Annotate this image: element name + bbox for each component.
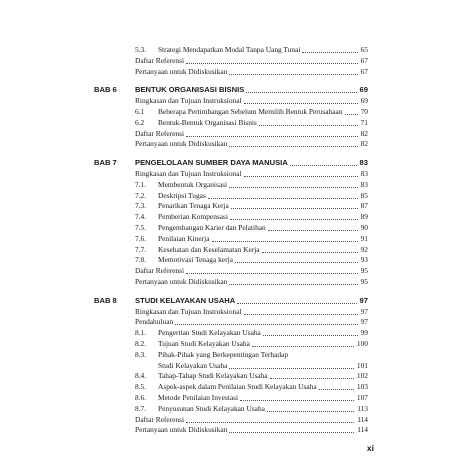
toc-entry [0,317,474,327]
toc-entry [0,223,474,233]
entry-page-number: 92 [360,244,368,254]
chapter-heading [0,158,474,168]
entry-title: Pertanyaan untuk Didiskusikan [135,277,228,286]
entry-number: 7.2. [135,190,147,200]
entry-number: 6.2 [135,117,145,127]
dot-leader [302,52,358,53]
entry-number: 8.7. [135,403,147,413]
entry-page-number: 95 [360,277,368,286]
entry-title: Pertanyaan untuk Didiskusikan [135,425,228,435]
dot-leader [186,422,354,423]
entry-page-number: 83 [360,169,368,178]
entry-page-number: 89 [360,212,368,222]
entry-page-number: 97 [360,317,368,327]
entry-title: Daftar Referensi [135,128,185,138]
dot-leader [345,114,358,115]
dot-leader [235,262,358,263]
dot-leader [263,335,358,336]
dot-leader [230,219,358,220]
dot-leader [229,74,358,75]
dot-leader [229,432,354,433]
toc-entry [0,339,474,349]
entry-title: Pemberian Kompensasi [158,212,228,222]
chapter-page-number: 69 [359,85,368,95]
toc-entry [0,266,474,276]
entry-page-number: 87 [360,201,368,211]
entry-page-number: 95 [360,266,368,276]
entry-title: Daftar Referensi [135,414,185,424]
entry-number: 8.2. [135,339,147,348]
dot-leader [212,241,358,242]
entry-page-number: 114 [357,414,368,424]
chapter-page-number: 83 [359,158,368,168]
toc-entry [0,129,474,139]
chapter-heading [0,296,474,306]
dot-leader [229,368,354,369]
entry-title: Pihak-Pihak yang Berkepentingan Terhadap [158,349,289,359]
entry-title: Deskripsi Tugas [158,190,206,200]
toc-entry [0,277,474,287]
entry-title: Aspek-aspek dalam Penilaian Studi Kelayakan Usaha [158,382,317,392]
toc-entry [0,107,474,117]
entry-title: Tahap-Tahap Studi Kelayakan Usaha [158,371,268,381]
dot-leader [175,324,358,325]
entry-page-number: 102 [356,371,368,381]
entry-page-number: 90 [360,223,368,232]
toc-entry [0,425,474,435]
toc-entry [0,371,474,381]
dot-leader [244,314,358,315]
entry-title: Pertanyaan untuk Didiskusikan [135,66,228,76]
chapter-label: BAB 7 [94,158,117,168]
dot-leader [208,198,358,199]
entry-title: Kesehatan dan Keselamatan Kerja [158,244,260,254]
entry-number: 7.7. [135,244,147,254]
dot-leader [229,187,358,188]
dot-leader [252,346,354,347]
dot-leader [244,103,358,104]
page-number: xi [366,443,374,453]
toc-entry [0,415,474,425]
dot-leader [270,378,354,379]
entry-title: Tujuan Studi Kelayakan Usaha [158,339,250,348]
entry-title: Pengertian Studi Kelayakan Usaha [158,328,261,338]
toc-entry [0,191,474,201]
entry-number: 8.3. [135,349,147,359]
dot-leader [229,146,358,147]
dot-leader [262,252,358,253]
entry-number: 8.5. [135,382,147,392]
toc-entry [0,180,474,190]
toc-entry [0,328,474,338]
toc-entry [0,201,474,211]
entry-number: 7.6. [135,233,147,243]
entry-number: 5.3. [135,45,147,54]
dot-leader [319,389,354,390]
dot-leader [186,136,358,137]
dot-leader [240,400,354,401]
toc-entry [0,67,474,77]
entry-page-number: 107 [356,393,368,402]
toc-entry [0,96,474,106]
entry-number: 7.4. [135,212,147,222]
entry-title: Pertanyaan untuk Didiskusikan [135,139,228,149]
entry-number: 8.1. [135,328,147,338]
toc-entry [0,139,474,149]
dot-leader [186,63,358,64]
entry-page-number: 93 [360,255,368,265]
entry-title: Beberapa Pertimbangan Sebelum Memilih Bentuk Perusahaan [158,107,343,116]
chapter-title: STUDI KELAYAKAN USAHA [135,295,236,305]
toc-entry [0,393,474,403]
toc-entry [0,118,474,128]
entry-title: Penarikan Tenaga Kerja [158,201,229,211]
entry-page-number: 71 [360,117,368,127]
toc-entry [0,307,474,317]
entry-page-number: 85 [360,190,368,200]
chapter-label: BAB 8 [94,295,117,305]
entry-number: 7.3. [135,201,147,211]
entry-page-number: 99 [360,328,368,338]
toc-entry [0,245,474,255]
entry-page-number: 101 [356,360,368,370]
toc-entry [0,382,474,392]
entry-page-number: 65 [360,45,368,54]
entry-title: Ringkasan dan Tujuan Instruksional [135,306,242,316]
entry-number: 8.6. [135,393,147,402]
toc-entry [0,234,474,244]
entry-page-number: 69 [360,96,368,106]
dot-leader [244,176,358,177]
chapter-heading [0,85,474,95]
entry-number: 8.4. [135,371,147,381]
entry-page-number: 70 [360,107,368,116]
dot-leader [229,284,358,285]
entry-page-number: 82 [360,128,368,138]
dot-leader [186,273,358,274]
entry-title: Membentuk Organisasi [158,179,228,189]
entry-title: Daftar Referensi [135,55,185,65]
entry-title: Memotivasi Tenaga kerja [158,255,233,265]
entry-title: Penilaian Kinerja [158,233,210,243]
entry-page-number: 83 [360,179,368,189]
entry-title: Strategi Mendapatkan Modal Tanpa Uang Tunai [158,45,301,54]
entry-title: Pendahuluan [135,317,174,327]
entry-title: Daftar Referensi [135,266,185,276]
toc-entry [0,212,474,222]
entry-page-number: 113 [357,403,368,413]
entry-title: Metode Penilaian Investasi [158,393,239,402]
entry-number: 7.8. [135,255,147,265]
chapter-page-number: 97 [359,295,368,305]
dot-leader [268,230,358,231]
entry-page-number: 97 [360,306,368,316]
toc-entry [0,169,474,179]
dot-leader [267,411,354,412]
entry-page-number: 91 [360,233,368,243]
entry-title: Ringkasan dan Tujuan Instruksional [135,96,242,106]
dot-leader [290,165,357,166]
entry-title: Studi Kelayakan Usaha [158,360,228,370]
entry-page-number: 114 [357,425,368,435]
dot-leader [259,125,358,126]
chapter-title: BENTUK ORGANISASI BISNIS [135,85,245,95]
entry-title: Bentuk-Bentuk Organisasi Bisnis [158,117,257,127]
entry-number: 6.1 [135,107,145,116]
toc-entry [0,255,474,265]
entry-page-number: 67 [360,66,368,76]
toc-entry [0,361,474,371]
chapter-label: BAB 6 [94,85,117,95]
entry-title: Ringkasan dan Tujuan Instruksional [135,169,242,178]
entry-title: Penyusunan Studi Kelayakan Usaha [158,403,265,413]
dot-leader [246,92,357,93]
chapter-title: PENGELOLAAN SUMBER DAYA MANUSIA [135,158,288,168]
entry-page-number: 67 [360,55,368,65]
dot-leader [237,303,357,304]
entry-title: Pengembangan Karier dan Pelatihan [158,223,266,232]
toc-entry [0,56,474,66]
entry-number: 7.5. [135,223,147,232]
dot-leader [231,208,358,209]
toc-entry [0,350,474,360]
entry-page-number: 82 [360,139,368,149]
toc-entry [0,45,474,55]
toc-entry [0,404,474,414]
entry-number: 7.1. [135,179,147,189]
entry-page-number: 103 [356,382,368,392]
entry-page-number: 100 [356,339,368,348]
